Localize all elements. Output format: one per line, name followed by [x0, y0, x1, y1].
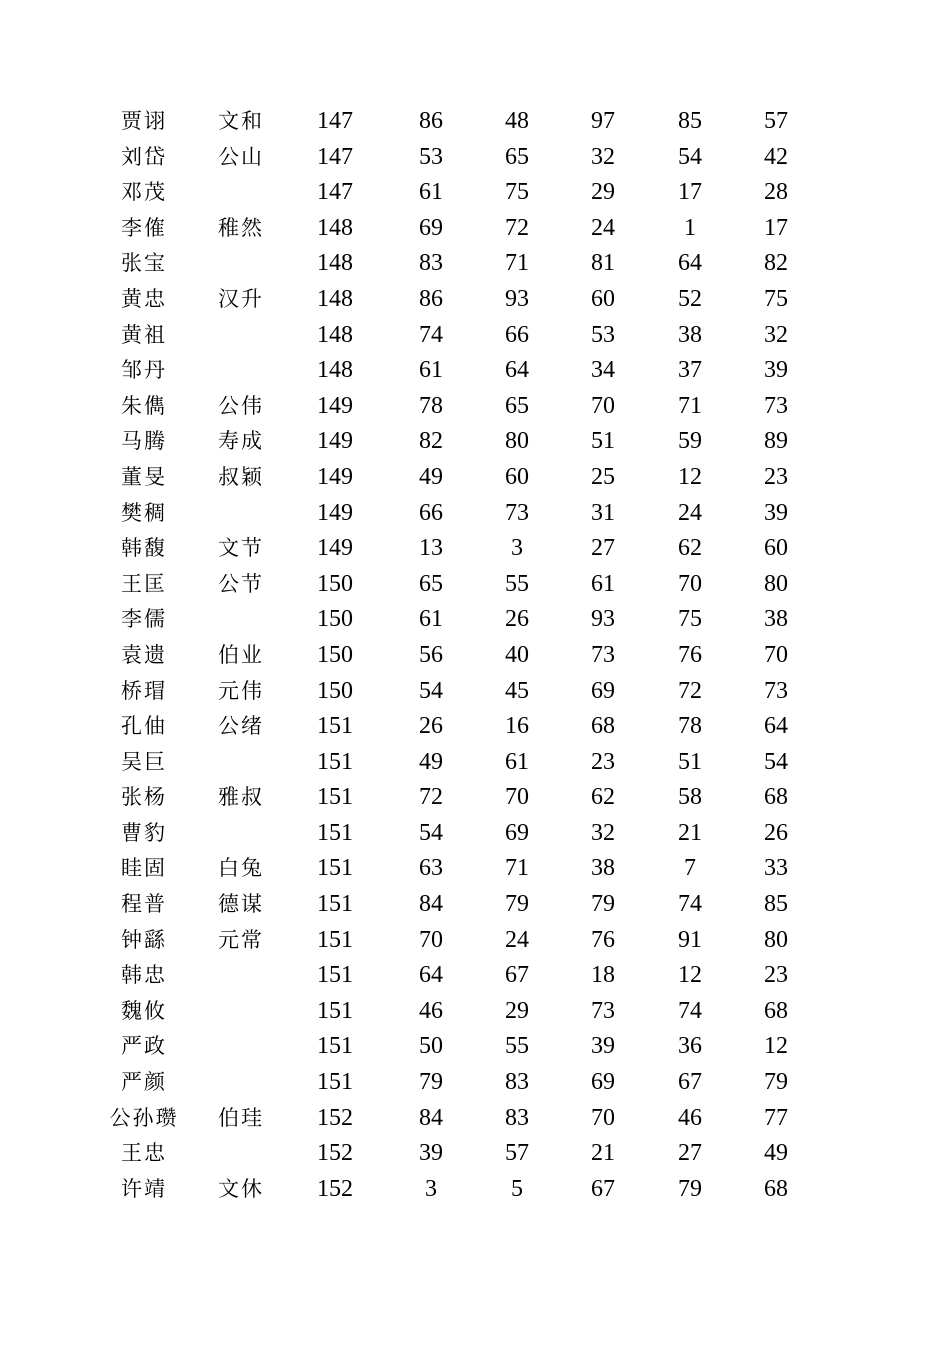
stat-value: 70 [678, 570, 702, 597]
stat-value: 60 [591, 285, 615, 312]
officer-courtesy-name [191, 958, 291, 994]
stat-value: 34 [591, 357, 615, 384]
table-row [0, 958, 950, 994]
stat-value: 151 [317, 891, 353, 918]
stat-value: 74 [678, 891, 702, 918]
stat-value: 33 [764, 855, 788, 882]
table-row [0, 816, 950, 852]
stat-value: 21 [678, 819, 702, 846]
stat-value: 28 [764, 179, 788, 206]
stat-value: 54 [764, 748, 788, 775]
stat-value: 151 [317, 962, 353, 989]
stat-value: 36 [678, 1033, 702, 1060]
stat-value: 151 [317, 1033, 353, 1060]
stat-value: 67 [505, 962, 529, 989]
stat-value: 55 [505, 570, 529, 597]
table-row [0, 887, 950, 923]
stat-value: 53 [419, 143, 443, 170]
stat-value: 68 [764, 1175, 788, 1202]
stat-value: 32 [591, 819, 615, 846]
stat-value: 24 [678, 499, 702, 526]
stat-value: 84 [419, 891, 443, 918]
stat-value: 61 [419, 357, 443, 384]
officer-courtesy-name [191, 246, 291, 282]
stat-value: 70 [764, 641, 788, 668]
stat-value: 70 [591, 1104, 615, 1131]
stat-value: 55 [505, 1033, 529, 1060]
stat-value: 147 [317, 108, 353, 134]
table-row [0, 851, 950, 887]
officer-courtesy-name [191, 745, 291, 781]
stat-value: 74 [419, 321, 443, 348]
table-row [0, 1101, 950, 1137]
officer-name: 马腾 [121, 429, 167, 454]
stat-value: 74 [678, 997, 702, 1024]
table-row [0, 104, 950, 140]
stat-value: 151 [317, 997, 353, 1024]
stat-value: 71 [505, 855, 529, 882]
stat-value: 61 [419, 179, 443, 206]
stat-value: 16 [505, 713, 529, 740]
stat-value: 40 [505, 641, 529, 668]
table-row [0, 460, 950, 496]
stat-value: 152 [317, 1104, 353, 1131]
stat-value: 13 [419, 535, 443, 562]
table-row [0, 246, 950, 282]
stat-value: 57 [505, 1140, 529, 1167]
stat-value: 152 [317, 1175, 353, 1202]
stat-value: 147 [317, 143, 353, 170]
officer-courtesy-name [191, 353, 291, 389]
stat-value: 151 [317, 713, 353, 740]
stat-value: 70 [591, 392, 615, 419]
table-row [0, 709, 950, 745]
stat-value: 89 [764, 428, 788, 455]
stat-value: 72 [505, 214, 529, 241]
stat-value: 79 [419, 1069, 443, 1096]
officer-name: 邹丹 [121, 358, 167, 383]
stat-value: 82 [764, 250, 788, 277]
stat-value: 151 [317, 1069, 353, 1096]
stat-value: 53 [591, 321, 615, 348]
officer-name: 许靖 [121, 1176, 167, 1201]
stat-value: 29 [505, 997, 529, 1024]
stat-value: 12 [678, 962, 702, 989]
stat-value: 86 [419, 108, 443, 134]
officer-name: 曹豹 [121, 820, 167, 845]
officer-courtesy-name [191, 496, 291, 532]
stat-value: 149 [317, 392, 353, 419]
table-row [0, 318, 950, 354]
stat-value: 150 [317, 606, 353, 633]
stat-value: 52 [678, 285, 702, 312]
stat-value: 17 [764, 214, 788, 241]
table-row [0, 638, 950, 674]
stat-value: 73 [505, 499, 529, 526]
stat-value: 148 [317, 214, 353, 241]
officer-courtesy-name [191, 816, 291, 852]
stat-value: 67 [591, 1175, 615, 1202]
stat-value: 69 [591, 1069, 615, 1096]
table-row [0, 353, 950, 389]
officer-courtesy-name: 文节 [218, 536, 264, 561]
table-row [0, 780, 950, 816]
stat-value: 58 [678, 784, 702, 811]
stat-value: 17 [678, 179, 702, 206]
table-row [0, 424, 950, 460]
stat-value: 63 [419, 855, 443, 882]
stat-value: 1 [684, 214, 696, 241]
officer-courtesy-name: 公伟 [218, 393, 264, 418]
officer-courtesy-name: 公山 [218, 144, 264, 169]
officer-name: 袁遗 [121, 642, 167, 667]
stat-value: 54 [678, 143, 702, 170]
stat-value: 148 [317, 321, 353, 348]
stat-value: 150 [317, 570, 353, 597]
table-row [0, 1136, 950, 1172]
stat-value: 39 [764, 499, 788, 526]
stat-value: 75 [764, 285, 788, 312]
stat-value: 12 [678, 463, 702, 490]
officer-name: 吴巨 [121, 749, 167, 774]
stat-value: 38 [678, 321, 702, 348]
officer-name: 孔伷 [121, 714, 167, 739]
table-row [0, 140, 950, 176]
officer-name: 桥瑁 [121, 678, 167, 703]
officer-name: 李傕 [121, 215, 167, 240]
table-row [0, 282, 950, 318]
table-row [0, 389, 950, 425]
stat-value: 66 [419, 499, 443, 526]
stat-value: 71 [505, 250, 529, 277]
officer-name: 张杨 [121, 785, 167, 810]
stat-value: 26 [419, 713, 443, 740]
stat-value: 79 [505, 891, 529, 918]
stat-value: 65 [419, 570, 443, 597]
stat-value: 3 [511, 535, 523, 562]
stat-value: 61 [419, 606, 443, 633]
stat-value: 76 [591, 926, 615, 953]
stat-value: 79 [591, 891, 615, 918]
stat-value: 83 [419, 250, 443, 277]
stat-value: 49 [419, 463, 443, 490]
officer-courtesy-name: 伯业 [218, 642, 264, 667]
table-row [0, 531, 950, 567]
stat-value: 73 [764, 392, 788, 419]
officer-courtesy-name [191, 1136, 291, 1172]
stat-value: 151 [317, 926, 353, 953]
officer-courtesy-name [191, 175, 291, 211]
officer-name: 张宝 [121, 251, 167, 276]
stat-value: 76 [678, 641, 702, 668]
stat-value: 151 [317, 748, 353, 775]
officer-name: 董旻 [121, 464, 167, 489]
officer-name: 韩忠 [121, 963, 167, 988]
officer-courtesy-name: 元常 [218, 927, 264, 952]
stat-value: 60 [505, 463, 529, 490]
stat-value: 85 [678, 108, 702, 134]
stat-value: 23 [764, 962, 788, 989]
stat-value: 151 [317, 784, 353, 811]
stat-value: 5 [511, 1175, 523, 1202]
stat-value: 29 [591, 179, 615, 206]
officer-courtesy-name: 公节 [218, 571, 264, 596]
stat-value: 79 [764, 1069, 788, 1096]
officer-name: 王匡 [121, 571, 167, 596]
stat-value: 72 [678, 677, 702, 704]
stat-value: 72 [419, 784, 443, 811]
stat-value: 84 [419, 1104, 443, 1131]
stat-value: 32 [591, 143, 615, 170]
stat-value: 85 [764, 891, 788, 918]
stat-value: 7 [684, 855, 696, 882]
stat-value: 3 [425, 1175, 437, 1202]
officer-name: 樊稠 [121, 500, 167, 525]
stat-value: 68 [764, 784, 788, 811]
stat-value: 62 [678, 535, 702, 562]
stat-value: 54 [419, 819, 443, 846]
officer-courtesy-name [191, 1065, 291, 1101]
stat-value: 69 [419, 214, 443, 241]
stat-value: 80 [764, 570, 788, 597]
stat-value: 37 [678, 357, 702, 384]
stat-value: 78 [678, 713, 702, 740]
stat-value: 148 [317, 357, 353, 384]
stat-value: 49 [764, 1140, 788, 1167]
table-row [0, 745, 950, 781]
officer-courtesy-name: 文休 [218, 1176, 264, 1201]
officer-roster-table [0, 104, 950, 1207]
stat-value: 77 [764, 1104, 788, 1131]
stat-value: 46 [419, 997, 443, 1024]
stat-value: 48 [505, 108, 529, 134]
stat-value: 49 [419, 748, 443, 775]
officer-name: 黄祖 [121, 322, 167, 347]
stat-value: 93 [591, 606, 615, 633]
stat-value: 68 [764, 997, 788, 1024]
officer-name: 严政 [121, 1034, 167, 1059]
table-row [0, 994, 950, 1030]
stat-value: 61 [591, 570, 615, 597]
table-row [0, 602, 950, 638]
stat-value: 24 [505, 926, 529, 953]
stat-value: 75 [678, 606, 702, 633]
stat-value: 150 [317, 677, 353, 704]
stat-value: 38 [764, 606, 788, 633]
officer-name: 钟繇 [121, 927, 167, 952]
stat-value: 65 [505, 392, 529, 419]
officer-courtesy-name [191, 994, 291, 1030]
stat-value: 69 [591, 677, 615, 704]
officer-name: 贾诩 [121, 109, 167, 133]
stat-value: 31 [591, 499, 615, 526]
officer-name: 黄忠 [121, 286, 167, 311]
officer-courtesy-name: 稚然 [218, 215, 264, 240]
stat-value: 24 [591, 214, 615, 241]
officer-courtesy-name: 叔颖 [218, 464, 264, 489]
stat-value: 70 [419, 926, 443, 953]
stat-value: 39 [419, 1140, 443, 1167]
stat-value: 64 [419, 962, 443, 989]
table-row [0, 1029, 950, 1065]
stat-value: 64 [764, 713, 788, 740]
table-row [0, 674, 950, 710]
stat-value: 51 [678, 748, 702, 775]
stat-value: 148 [317, 250, 353, 277]
stat-value: 151 [317, 855, 353, 882]
table-row [0, 567, 950, 603]
stat-value: 18 [591, 962, 615, 989]
stat-value: 80 [505, 428, 529, 455]
stat-value: 151 [317, 819, 353, 846]
stat-value: 23 [591, 748, 615, 775]
officer-courtesy-name: 寿成 [218, 429, 264, 454]
officer-courtesy-name: 公绪 [218, 714, 264, 739]
stat-value: 68 [591, 713, 615, 740]
stat-value: 91 [678, 926, 702, 953]
table-row [0, 1065, 950, 1101]
officer-courtesy-name: 德谋 [218, 892, 264, 917]
stat-value: 80 [764, 926, 788, 953]
officer-name: 韩馥 [121, 536, 167, 561]
stat-value: 73 [591, 641, 615, 668]
officer-courtesy-name: 汉升 [218, 286, 264, 311]
stat-value: 54 [419, 677, 443, 704]
stat-value: 71 [678, 392, 702, 419]
stat-value: 150 [317, 641, 353, 668]
stat-value: 21 [591, 1140, 615, 1167]
stat-value: 39 [764, 357, 788, 384]
stat-value: 46 [678, 1104, 702, 1131]
stat-value: 73 [764, 677, 788, 704]
officer-name: 眭固 [121, 856, 167, 881]
stat-value: 26 [505, 606, 529, 633]
stat-value: 78 [419, 392, 443, 419]
officer-name: 程普 [121, 892, 167, 917]
officer-name: 魏攸 [121, 998, 167, 1023]
stat-value: 60 [764, 535, 788, 562]
table-row [0, 496, 950, 532]
stat-value: 27 [591, 535, 615, 562]
stat-value: 62 [591, 784, 615, 811]
stat-value: 61 [505, 748, 529, 775]
table-row [0, 923, 950, 959]
stat-value: 27 [678, 1140, 702, 1167]
stat-value: 73 [591, 997, 615, 1024]
stat-value: 149 [317, 499, 353, 526]
stat-value: 67 [678, 1069, 702, 1096]
officer-name: 李儒 [121, 607, 167, 632]
officer-courtesy-name [191, 318, 291, 354]
officer-name: 朱儁 [121, 393, 167, 418]
stat-value: 69 [505, 819, 529, 846]
stat-value: 86 [419, 285, 443, 312]
stat-value: 79 [678, 1175, 702, 1202]
officer-courtesy-name: 白兔 [218, 856, 264, 881]
stat-value: 42 [764, 143, 788, 170]
officer-courtesy-name: 伯珪 [218, 1105, 264, 1130]
officer-name: 邓茂 [121, 180, 167, 205]
stat-value: 39 [591, 1033, 615, 1060]
stat-value: 66 [505, 321, 529, 348]
officer-name: 严颜 [121, 1070, 167, 1095]
stat-value: 152 [317, 1140, 353, 1167]
stat-value: 51 [591, 428, 615, 455]
officer-courtesy-name [191, 1029, 291, 1065]
officer-courtesy-name: 文和 [218, 109, 264, 133]
officer-name: 王忠 [121, 1141, 167, 1166]
stat-value: 97 [591, 108, 615, 134]
officer-courtesy-name: 雅叔 [218, 785, 264, 810]
officer-courtesy-name: 元伟 [218, 678, 264, 703]
table-row [0, 211, 950, 247]
stat-value: 59 [678, 428, 702, 455]
stat-value: 149 [317, 535, 353, 562]
officer-name: 刘岱 [121, 144, 167, 169]
stat-value: 23 [764, 463, 788, 490]
stat-value: 50 [419, 1033, 443, 1060]
stat-value: 149 [317, 428, 353, 455]
stat-value: 93 [505, 285, 529, 312]
stat-value: 70 [505, 784, 529, 811]
officer-courtesy-name [191, 602, 291, 638]
stat-value: 75 [505, 179, 529, 206]
stat-value: 149 [317, 463, 353, 490]
stat-value: 26 [764, 819, 788, 846]
officer-name: 公孙瓒 [109, 1105, 179, 1130]
stat-value: 148 [317, 285, 353, 312]
stat-value: 83 [505, 1069, 529, 1096]
stat-value: 147 [317, 179, 353, 206]
stat-value: 25 [591, 463, 615, 490]
table-row [0, 175, 950, 211]
stat-value: 57 [764, 108, 788, 134]
stat-value: 12 [764, 1033, 788, 1060]
stat-value: 45 [505, 677, 529, 704]
stat-value: 38 [591, 855, 615, 882]
stat-value: 64 [678, 250, 702, 277]
stat-value: 82 [419, 428, 443, 455]
stat-value: 83 [505, 1104, 529, 1131]
stat-value: 64 [505, 357, 529, 384]
stat-value: 81 [591, 250, 615, 277]
stat-value: 65 [505, 143, 529, 170]
table-row [0, 1172, 950, 1208]
stat-value: 56 [419, 641, 443, 668]
stat-value: 32 [764, 321, 788, 348]
